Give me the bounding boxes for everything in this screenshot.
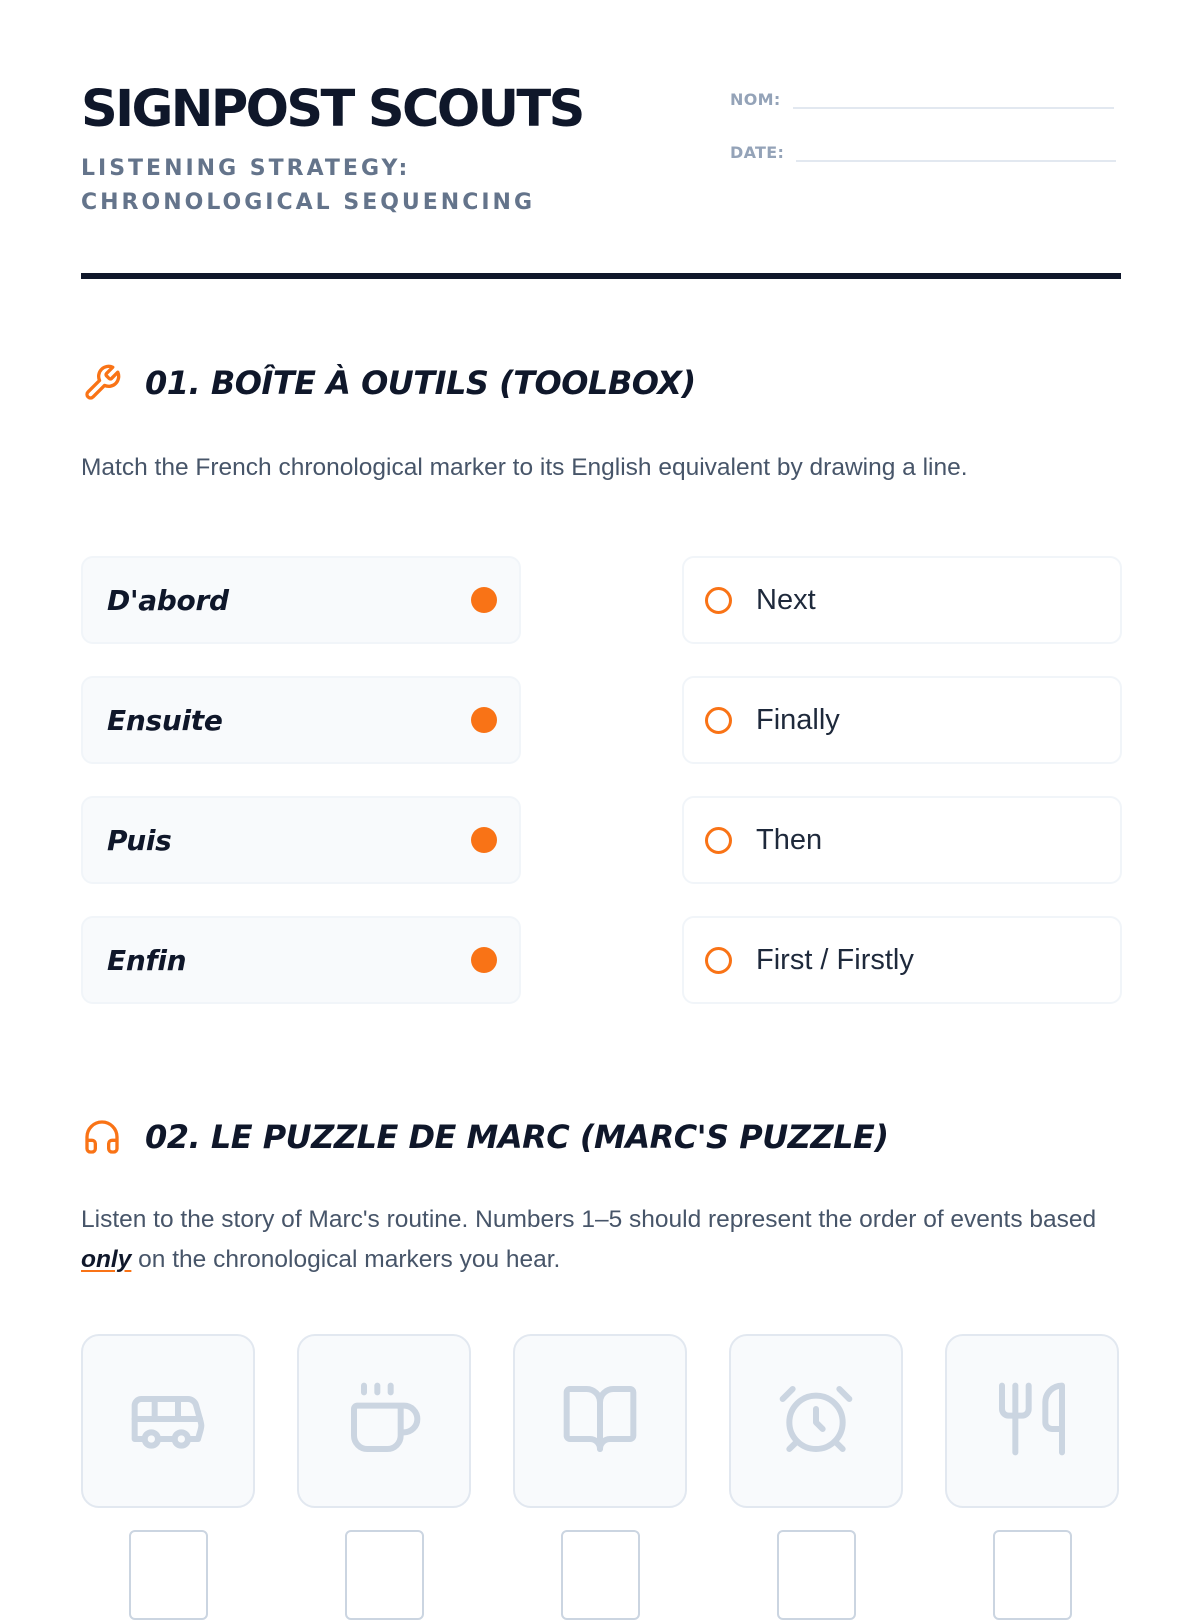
instructions-text: on the chronological markers you hear. [131, 1246, 561, 1273]
english-equivalent-card[interactable] [682, 556, 1122, 644]
french-marker-card[interactable] [81, 556, 521, 644]
section-2-heading [81, 1116, 888, 1158]
connector-ring[interactable] [705, 707, 732, 734]
event-tile-coffee [297, 1334, 471, 1508]
event-tile-bus [81, 1334, 255, 1508]
name-field[interactable] [730, 90, 1114, 109]
french-marker-label: D'abord [107, 583, 229, 617]
connector-dot[interactable] [471, 707, 497, 733]
wrench-icon [81, 362, 123, 404]
french-marker-label: Enfin [107, 943, 187, 977]
english-equivalent-card[interactable] [682, 916, 1122, 1004]
event-tile-meal [945, 1334, 1119, 1508]
connector-ring[interactable] [705, 587, 732, 614]
french-marker-card[interactable] [81, 796, 521, 884]
order-number-box[interactable] [561, 1530, 640, 1620]
fork-knife-icon [992, 1379, 1072, 1463]
order-number-box[interactable] [345, 1530, 424, 1620]
connector-dot[interactable] [471, 587, 497, 613]
french-marker-label: Ensuite [107, 703, 223, 737]
coffee-cup-icon [344, 1379, 424, 1463]
french-marker-card[interactable] [81, 916, 521, 1004]
order-number-box[interactable] [129, 1530, 208, 1620]
french-marker-label: Puis [107, 823, 172, 857]
section-1-title: 01. BOÎTE À OUTILS (TOOLBOX) [145, 364, 696, 402]
event-tile-alarm [729, 1334, 903, 1508]
section-2-instructions [81, 1200, 1131, 1280]
worksheet-subtitle: LISTENING STRATEGY: CHRONOLOGICAL SEQUENCING [81, 156, 536, 215]
section-1-instructions: Match the French chronological marker to its English equivalent by drawing a line. [81, 454, 968, 481]
name-line[interactable] [793, 107, 1114, 109]
english-equivalent-label: First / Firstly [756, 943, 914, 976]
english-equivalent-label: Next [756, 583, 816, 616]
event-tile-book [513, 1334, 687, 1508]
date-field[interactable] [730, 143, 1116, 162]
section-2-title: 02. LE PUZZLE DE MARC (MARC'S PUZZLE) [145, 1118, 889, 1156]
english-equivalent-label: Finally [756, 703, 840, 736]
date-label: DATE: [730, 143, 785, 162]
english-equivalent-card[interactable] [682, 676, 1122, 764]
connector-ring[interactable] [705, 947, 732, 974]
instructions-text: Listen to the story of Marc's routine. Numbers 1–5 should represent the order of events based [81, 1206, 1097, 1233]
french-marker-card[interactable] [81, 676, 521, 764]
order-number-box[interactable] [777, 1530, 856, 1620]
order-number-box[interactable] [993, 1530, 1072, 1620]
connector-dot[interactable] [471, 947, 497, 973]
instructions-emphasis: only [81, 1246, 132, 1273]
worksheet-title: SIGNPOST SCOUTS [81, 80, 583, 139]
name-label: NOM: [730, 90, 781, 109]
connector-dot[interactable] [471, 827, 497, 853]
english-equivalent-card[interactable] [682, 796, 1122, 884]
section-1-heading [81, 362, 696, 404]
book-icon [560, 1379, 640, 1463]
bus-icon [128, 1379, 208, 1463]
english-equivalent-label: Then [756, 823, 823, 856]
alarm-clock-icon [776, 1379, 856, 1463]
header-divider [81, 273, 1121, 279]
headphones-icon [81, 1116, 123, 1158]
connector-ring[interactable] [705, 827, 732, 854]
date-line[interactable] [796, 160, 1116, 162]
